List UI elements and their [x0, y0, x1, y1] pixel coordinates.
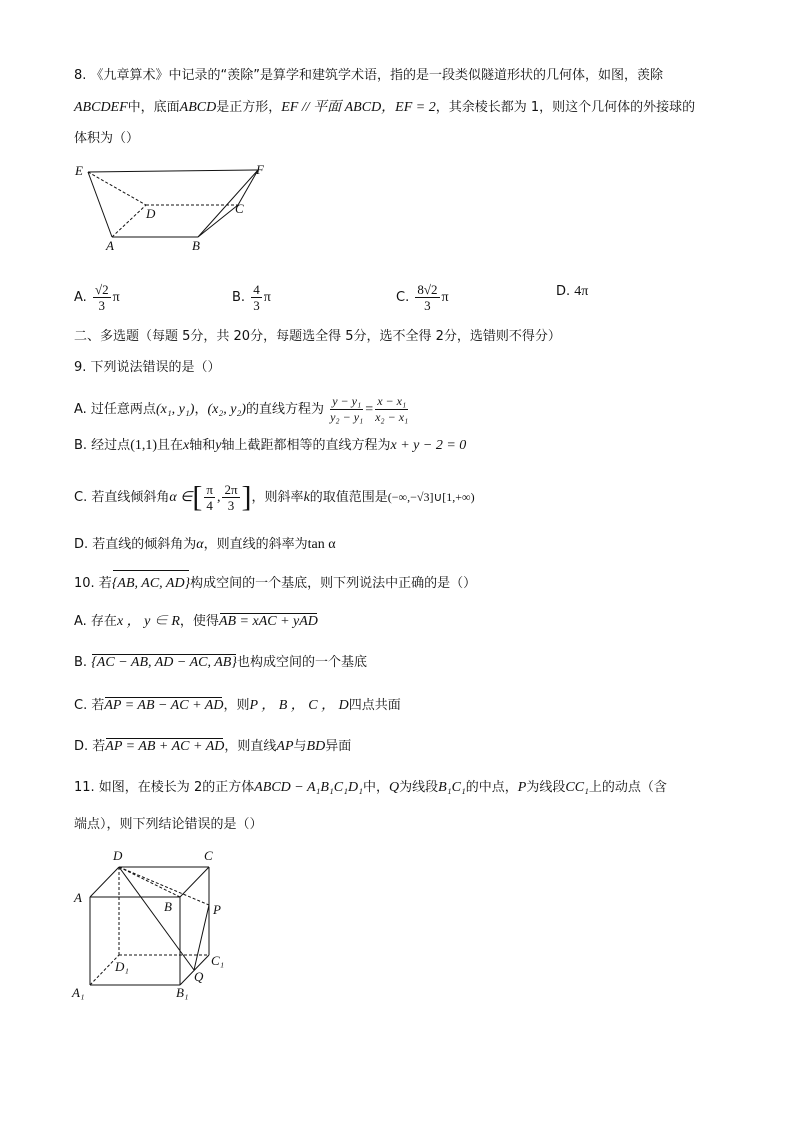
q11-label-A1: A₁ [72, 985, 85, 1000]
q8-line3: 体积为（） [74, 131, 140, 146]
q10-stem: 10. 若{AB, AC, AD}构成空间的一个基底，则下列说法中正确的是（） [74, 569, 476, 596]
q8-text-a: 中，底面 [127, 100, 180, 115]
q8-text-b: 是正方形， [216, 100, 282, 115]
q9-option-b: B. 经过点(1,1)且在x轴和y轴上截距都相等的直线方程为x + y − 2 = 0 [74, 438, 467, 453]
q8-figure [70, 158, 270, 252]
q11-line2: 端点），则下列结论错误的是（） [74, 817, 263, 832]
q8-condition: EF // 平面 ABCD，EF = 2 [281, 100, 436, 115]
q8-option-c-letter: C. [396, 290, 410, 305]
q9-option-d: D. 若直线的倾斜角为α，则直线的斜率为tan α [74, 537, 336, 552]
q8-option-d-value: 4π [574, 284, 589, 299]
q8-line1: 8. 《九章算术》中记录的“羡除”是算学和建筑学术语，指的是一段类似隧道形状的几何体，如图，羡除 [74, 68, 664, 83]
q11-label-A: A [74, 890, 82, 905]
q8-base-name: ABCD [179, 100, 217, 115]
q8-option-c: C. $\frac{8√2}{3}$ π [396, 282, 449, 313]
q11-label-B1: B₁ [176, 985, 189, 1000]
q8-option-a-frac: $\frac{√2}{3}$ [94, 282, 109, 313]
q8-option-d-letter: D. [556, 284, 571, 299]
q11-line1: 11. 如图，在棱长为 2的正方体ABCD − A₁B₁C₁D₁中，Q为线段B₁C₁的中点，P为线段CC₁上的动点（含 [74, 780, 667, 795]
q11-label-P: P [213, 902, 221, 917]
q9-stem: 9. 下列说法错误的是（） [74, 360, 221, 375]
section-2-heading: 二、多选题（每题 5分，共 20分，每题选全得 5分，选不全得 2分，选错则不得分） [74, 329, 561, 344]
q10-option-d: D. 若AP = AB + AC + AD，则直线AP与BD异面 [74, 737, 351, 757]
q8-label-F: F [256, 162, 264, 177]
q11-label-C: C [204, 848, 213, 863]
q8-label-B: B [192, 238, 200, 252]
q8-label-D: D [146, 206, 156, 221]
q8-option-a-letter: A. [74, 290, 87, 305]
q8-option-b-letter: B. [232, 290, 246, 305]
q8-label-C: C [235, 201, 244, 216]
q8-option-d [556, 282, 588, 302]
q8-solid-name: ABCDEF [74, 100, 128, 115]
q8-option-b-frac: $\frac{4}{3}$ [253, 282, 260, 313]
q8-label-E: E [75, 163, 83, 178]
q9-option-c: C. 若直线倾斜角α ∈[ $\frac{\pi}{4}$ , $\frac{2\pi}{3}$ ]，则斜率k的取值范围是(−∞,−√3]∪[1,+∞) [74, 480, 475, 514]
q9-option-a: A. 过任意两点(x₁, y₁)，(x₂, y₂)的直线方程为 $\frac{\text{y − y₁}}{\text{y₂ − y₁}}$ = $\frac{\text{x − x₁}}{\text{x₂ − x₁}}$ [74, 394, 409, 424]
q8-label-A: A [106, 238, 114, 252]
q8-option-c-frac: $\frac{8√2}{3}$ [417, 282, 438, 313]
q11-label-D: D [113, 848, 123, 863]
q10-option-a: A. 存在x ， y ∈ R，使得AB = xAC + yAD [74, 612, 318, 632]
q8-line2 [74, 98, 695, 118]
q8-option-b: B. $\frac{4}{3}$ π [232, 282, 271, 313]
q11-label-C1: C₁ [211, 953, 225, 968]
q11-label-B: B [164, 899, 172, 914]
q10-option-c: C. 若AP = AB − AC + AD，则P ， B ， C ， D四点共面 [74, 696, 401, 716]
q8-text-c: ，其余棱长都为 1，则这个几何体的外接球的 [435, 100, 696, 115]
q11-cube-figure [70, 845, 240, 1005]
q8-option-a: A. $\frac{√2}{3}$ π [74, 282, 120, 313]
q11-label-Q: Q [194, 969, 204, 984]
q11-label-D1: D₁ [115, 959, 129, 974]
q10-option-b: B. {AC − AB, AD − AC, AB}也构成空间的一个基底 [74, 653, 367, 673]
